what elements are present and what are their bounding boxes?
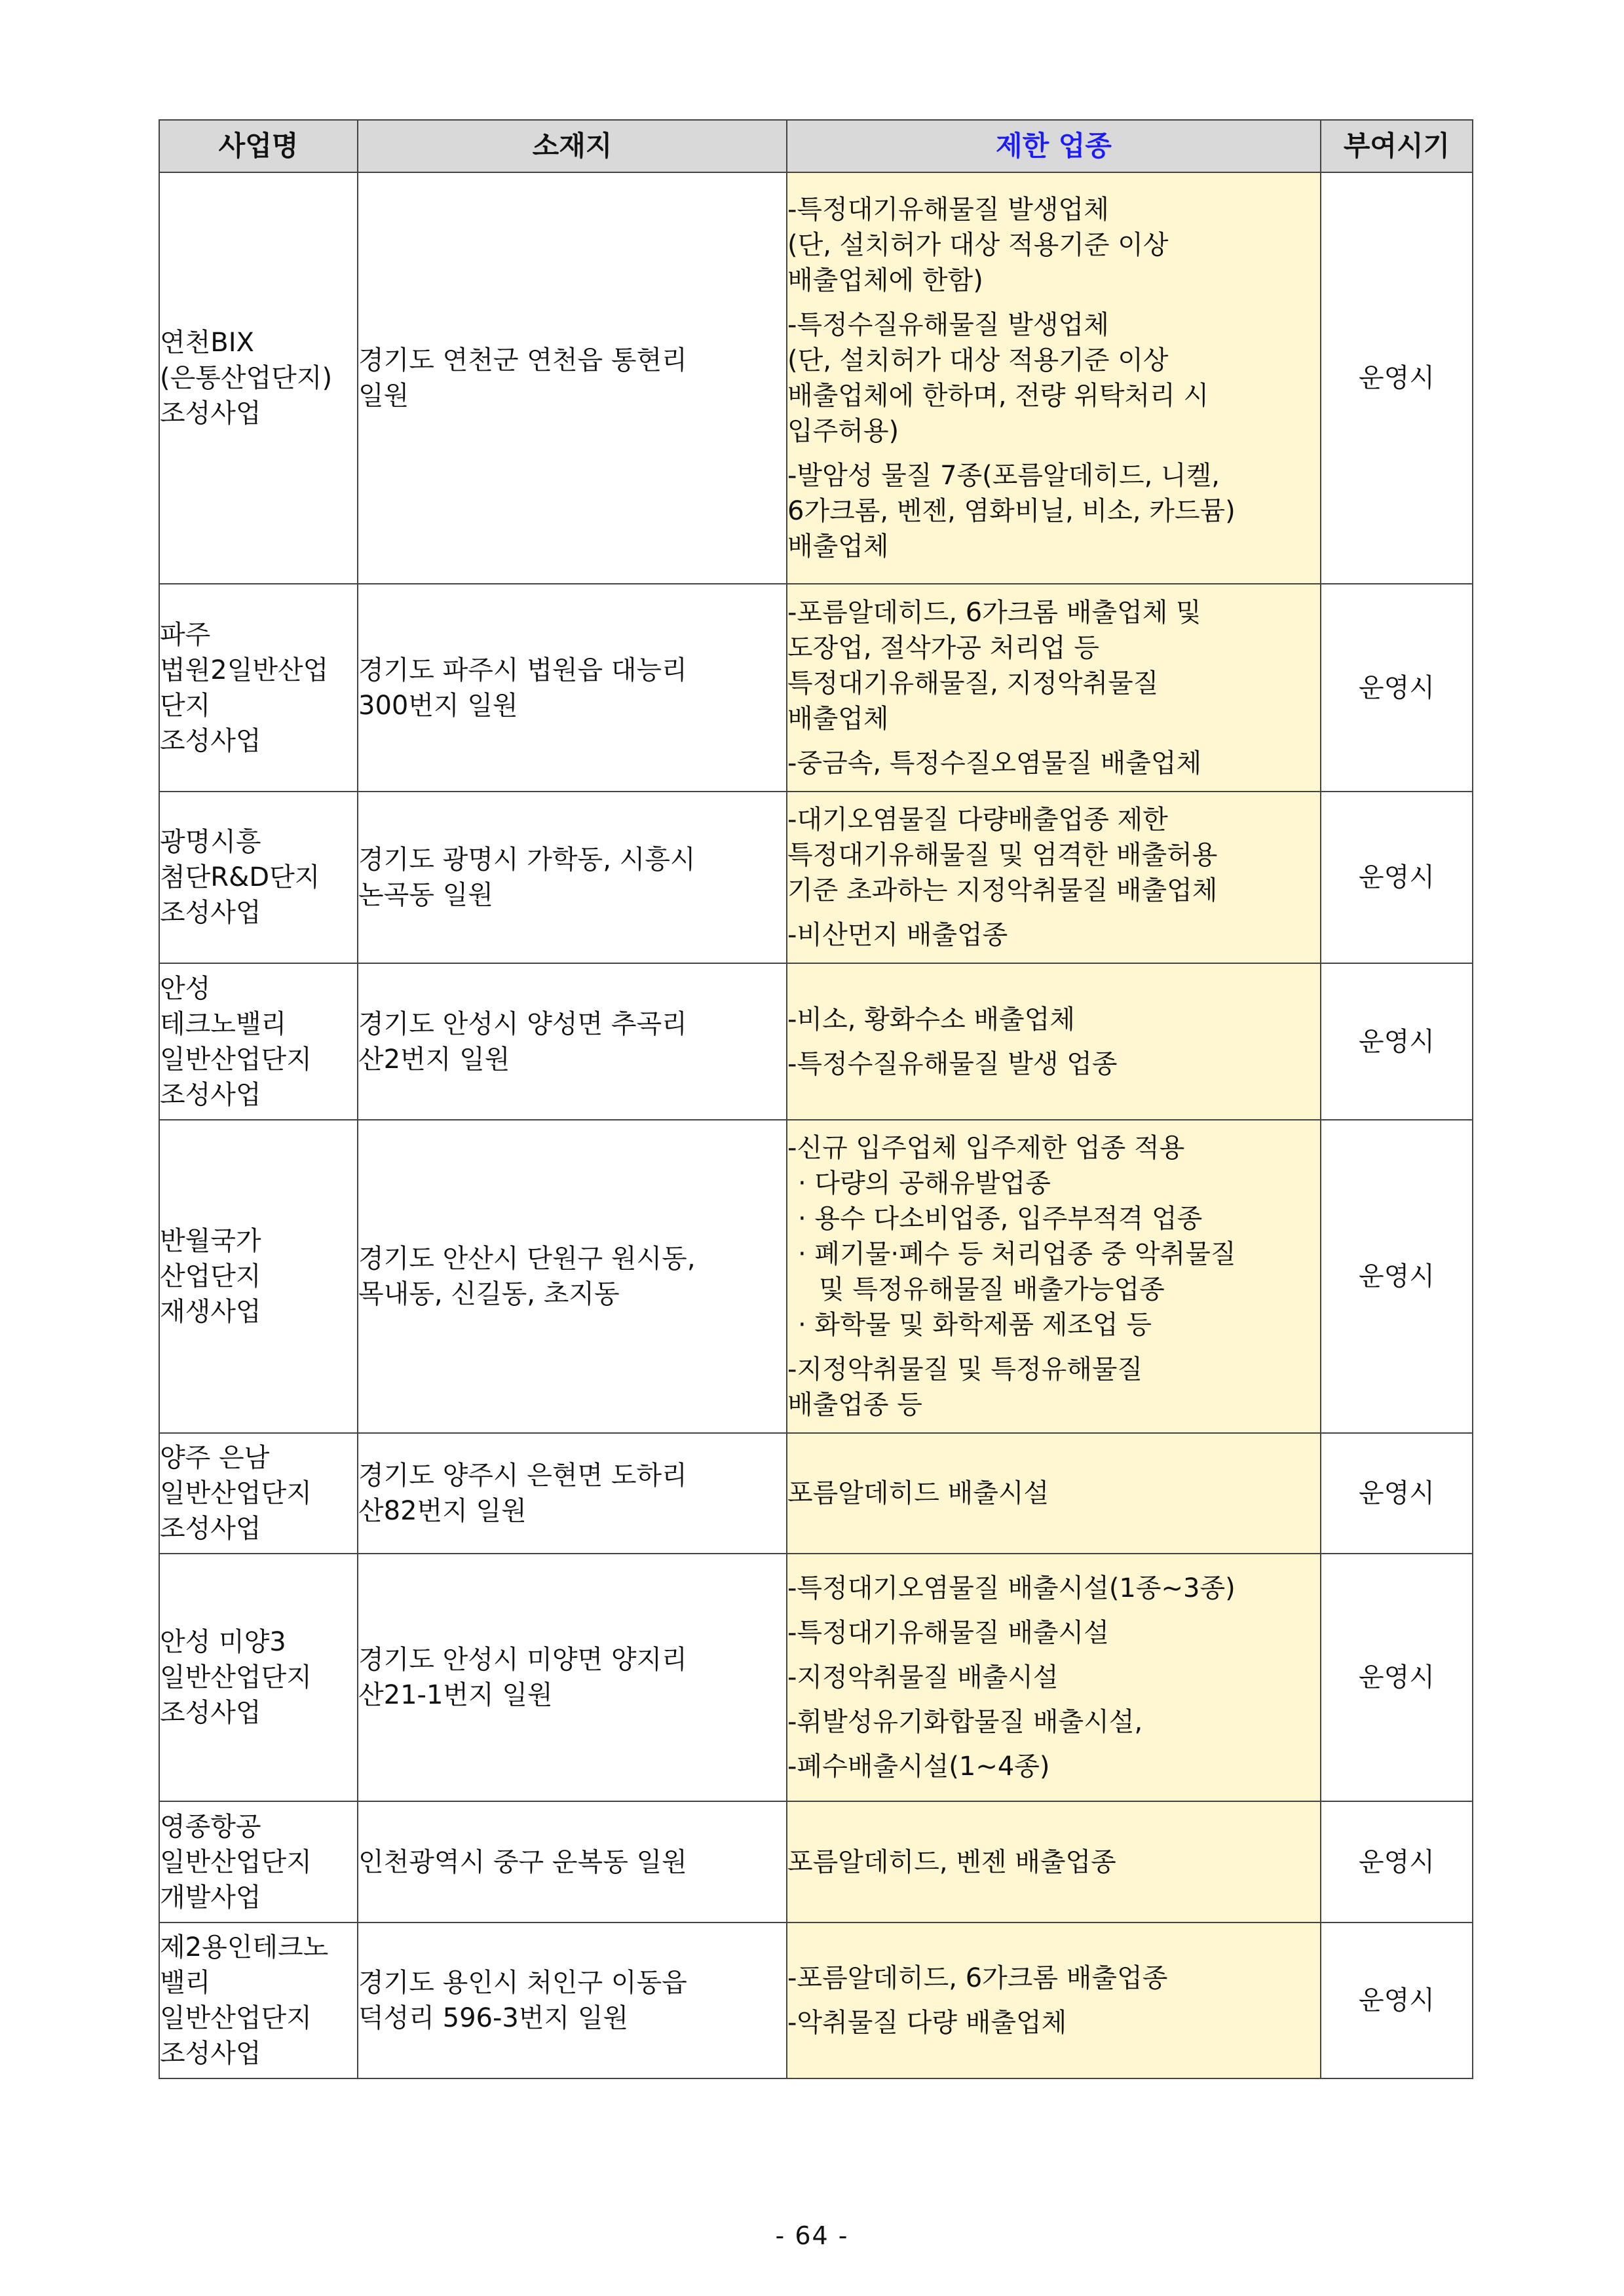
industry-subitem: · 폐기물·폐수 등 처리업종 중 악취물질 [798, 1239, 1236, 1269]
industry-subitem: · 화학물 및 화학제품 제조업 등 [798, 1310, 1152, 1340]
restricted-industry-cell [787, 1120, 1321, 1433]
industry-line: -특정수질유해물질 발생업체 [787, 310, 1109, 340]
location-cell [358, 584, 787, 792]
location-line: 덕성리 596-3번지 일원 [358, 2003, 629, 2033]
location-line: 산82번지 일원 [358, 1496, 527, 1526]
industry-item [787, 1615, 1320, 1651]
project-name-line: 파주 [160, 619, 211, 650]
industry-line: -비산먼지 배출업종 [787, 920, 1008, 950]
industry-item [787, 307, 1320, 449]
industry-line: -포름알데히드, 6가크롬 배출업체 및 [787, 597, 1201, 628]
project-name-cell [159, 963, 358, 1120]
table-row [159, 172, 1473, 584]
project-name-line: (은통산업단지) [160, 363, 333, 393]
project-name-cell [159, 792, 358, 963]
project-name-line: 제2용인테크노 [160, 1932, 329, 1962]
industry-line: -비소, 황화수소 배출업체 [787, 1004, 1075, 1035]
industry-line: 기준 초과하는 지정악취물질 배출업체 [787, 875, 1218, 906]
industry-line: -특정대기오염물질 배출시설(1종~3종) [787, 1573, 1236, 1603]
industry-line: -발암성 물질 7종(포름알데히드, 니켈, [787, 461, 1220, 491]
project-name-line: 연천BIX [160, 328, 254, 358]
restricted-industry-cell [787, 792, 1321, 963]
industry-line: 도장업, 절삭가공 처리업 등 [787, 632, 1099, 663]
restricted-industry-cell [787, 1554, 1321, 1801]
project-name-cell [159, 1120, 358, 1433]
project-name-line: 밸리 [160, 1968, 211, 1998]
industry-line: 포름알데히드, 벤젠 배출업종 [787, 1846, 1116, 1877]
location-line: 경기도 용인시 처인구 이동읍 [358, 1968, 687, 1998]
project-name-line: 조성사업 [160, 725, 261, 756]
project-name-line: 영종항공 [160, 1811, 261, 1842]
industry-item [787, 458, 1320, 564]
location-line: 경기도 양주시 은현면 도하리 [358, 1461, 687, 1491]
industry-line: 6가크롬, 벤젠, 염화비닐, 비소, 카드뮴) [787, 496, 1236, 526]
industry-line: -악취물질 다량 배출업체 [787, 2008, 1067, 2038]
project-name-line: 개발사업 [160, 1882, 261, 1913]
industry-line: -지정악취물질 배출시설 [787, 1662, 1059, 1693]
project-name-line: 일반산업단지 [160, 1662, 312, 1693]
industry-subitem: · 다량의 공해유발업종 [798, 1168, 1051, 1198]
industry-item [787, 1571, 1320, 1606]
timing-cell: 운영시 [1321, 584, 1473, 792]
industry-line: (단, 설치허가 대상 적용기준 이상 [787, 345, 1169, 375]
page-number: - 64 - [775, 2221, 849, 2250]
industry-line: (단, 설치허가 대상 적용기준 이상 [787, 230, 1169, 260]
location-cell [358, 963, 787, 1120]
industry-line: 배출업체에 한하며, 전량 위탁처리 시 [787, 381, 1209, 411]
table-row [159, 584, 1473, 792]
industry-line: -특정수질유해물질 발생 업종 [787, 1048, 1118, 1079]
industry-line: 배출업체 [787, 703, 889, 734]
project-name-line: 조성사업 [160, 1698, 261, 1728]
project-name-line: 조성사업 [160, 2038, 261, 2069]
project-name-line: 조성사업 [160, 398, 261, 429]
industry-item [787, 595, 1320, 737]
location-line: 논곡동 일원 [358, 880, 493, 910]
industry-line: -신규 입주업체 입주제한 업종 적용 [787, 1133, 1185, 1163]
industry-subitem: · 용수 다소비업종, 입주부적격 업종 [798, 1204, 1203, 1234]
project-name-line: 안성 미양3 [160, 1627, 286, 1657]
location-line: 인천광역시 중구 운복동 일원 [358, 1846, 687, 1877]
table-row [159, 1120, 1473, 1433]
location-line: 경기도 파주시 법원읍 대능리 [358, 655, 687, 685]
industry-item [787, 746, 1320, 781]
location-cell [358, 172, 787, 584]
industry-line: -휘발성유기화합물질 배출시설, [787, 1707, 1143, 1737]
industry-line: -특정대기유해물질 발생업체 [787, 195, 1109, 225]
location-cell [358, 1554, 787, 1801]
location-cell [358, 1120, 787, 1433]
table-row [159, 963, 1473, 1120]
project-name-cell [159, 172, 358, 584]
location-line: 경기도 광명시 가학동, 시흥시 [358, 845, 696, 875]
industry-item [787, 1352, 1320, 1423]
project-name-line: 조성사업 [160, 1079, 261, 1110]
project-name-line: 단지 [160, 690, 211, 721]
project-name-line: 일반산업단지 [160, 1478, 312, 1508]
timing-cell: 운영시 [1321, 1801, 1473, 1923]
industry-line: 포름알데히드 배출시설 [787, 1478, 1049, 1508]
project-name-cell [159, 1554, 358, 1801]
location-cell [358, 792, 787, 963]
industry-line: 배출업체에 한함) [787, 265, 983, 296]
industry-item [787, 1961, 1320, 1996]
industry-item [787, 1660, 1320, 1695]
industry-item [787, 1476, 1320, 1511]
industry-line: -특정대기유해물질 배출시설 [787, 1618, 1109, 1648]
project-name-line: 법원2일반산업 [160, 655, 329, 685]
industry-item [787, 1002, 1320, 1037]
project-name-cell [159, 1433, 358, 1554]
project-name-line: 반월국가 [160, 1226, 261, 1256]
project-name-line: 첨단R&D단지 [160, 862, 320, 892]
project-name-line: 일반산업단지 [160, 1846, 312, 1877]
industry-item [787, 192, 1320, 298]
location-line: 일원 [358, 381, 409, 411]
restricted-industry-cell [787, 172, 1321, 584]
timing-cell: 운영시 [1321, 172, 1473, 584]
location-cell [358, 1923, 787, 2078]
location-line: 경기도 안성시 양성면 추곡리 [358, 1008, 687, 1039]
project-name-line: 일반산업단지 [160, 2003, 312, 2033]
timing-cell: 운영시 [1321, 1554, 1473, 1801]
table-row [159, 1554, 1473, 1801]
industry-line: -중금속, 특정수질오염물질 배출업체 [787, 748, 1202, 778]
industry-item [787, 1749, 1320, 1784]
project-name-line: 재생사업 [160, 1297, 261, 1327]
restricted-industry-cell [787, 963, 1321, 1120]
restriction-table [159, 119, 1473, 2079]
industry-line: 배출업종 등 [787, 1390, 922, 1420]
industry-item [787, 1046, 1320, 1082]
industry-item [787, 2005, 1320, 2040]
restricted-industry-cell [787, 1801, 1321, 1923]
table-header-row [159, 120, 1473, 172]
location-line: 목내동, 신길동, 초지동 [358, 1279, 620, 1309]
location-line: 산2번지 일원 [358, 1044, 510, 1075]
table-row [159, 792, 1473, 963]
table-row [159, 1801, 1473, 1923]
industry-item [787, 1845, 1320, 1880]
location-line: 산21-1번지 일원 [358, 1680, 553, 1710]
location-line: 300번지 일원 [358, 690, 518, 721]
project-name-line: 광명시흥 [160, 827, 261, 857]
header-project-name: 사업명 [159, 120, 358, 172]
industry-line: -대기오염물질 다량배출업종 제한 [787, 805, 1168, 835]
header-restricted-industry: 제한 업종 [787, 120, 1321, 172]
industry-line: -지정악취물질 및 특정유해물질 [787, 1354, 1143, 1385]
industry-line: 특정대기유해물질 및 엄격한 배출허용 [787, 840, 1218, 870]
project-name-line: 양주 은남 [160, 1443, 270, 1473]
table-row [159, 1433, 1473, 1554]
timing-cell: 운영시 [1321, 1923, 1473, 2078]
industry-subitem: 및 특정유해물질 배출가능업종 [819, 1274, 1165, 1305]
industry-line: 배출업체 [787, 531, 889, 562]
location-cell [358, 1433, 787, 1554]
project-name-line: 조성사업 [160, 1514, 261, 1544]
project-name-line: 일반산업단지 [160, 1044, 312, 1075]
restricted-industry-cell [787, 1433, 1321, 1554]
header-location: 소재지 [358, 120, 787, 172]
location-line: 경기도 안성시 미양면 양지리 [358, 1645, 687, 1675]
industry-line: 입주허용) [787, 416, 899, 446]
location-line: 경기도 안산시 단원구 원시동, [358, 1244, 696, 1274]
project-name-line: 안성 [160, 973, 211, 1004]
project-name-cell [159, 1801, 358, 1923]
project-name-line: 산업단지 [160, 1261, 261, 1292]
table-row [159, 1923, 1473, 2078]
timing-cell: 운영시 [1321, 1433, 1473, 1554]
industry-item [787, 1130, 1320, 1343]
timing-cell: 운영시 [1321, 792, 1473, 963]
industry-line: -포름알데히드, 6가크롬 배출업종 [787, 1963, 1168, 1993]
location-line: 경기도 연천군 연천읍 통현리 [358, 345, 687, 375]
project-name-line: 테크노밸리 [160, 1008, 287, 1039]
restricted-industry-cell [787, 1923, 1321, 2078]
industry-line: -폐수배출시설(1~4종) [787, 1751, 1050, 1782]
industry-item [787, 1704, 1320, 1740]
timing-cell: 운영시 [1321, 963, 1473, 1120]
restricted-industry-cell [787, 584, 1321, 792]
location-cell [358, 1801, 787, 1923]
table-body [159, 172, 1473, 2078]
header-timing: 부여시기 [1321, 120, 1473, 172]
industry-item [787, 917, 1320, 953]
industry-item [787, 802, 1320, 908]
industry-line: 특정대기유해물질, 지정악취물질 [787, 668, 1159, 698]
project-name-cell [159, 584, 358, 792]
timing-cell: 운영시 [1321, 1120, 1473, 1433]
project-name-cell [159, 1923, 358, 2078]
project-name-line: 조성사업 [160, 898, 261, 928]
